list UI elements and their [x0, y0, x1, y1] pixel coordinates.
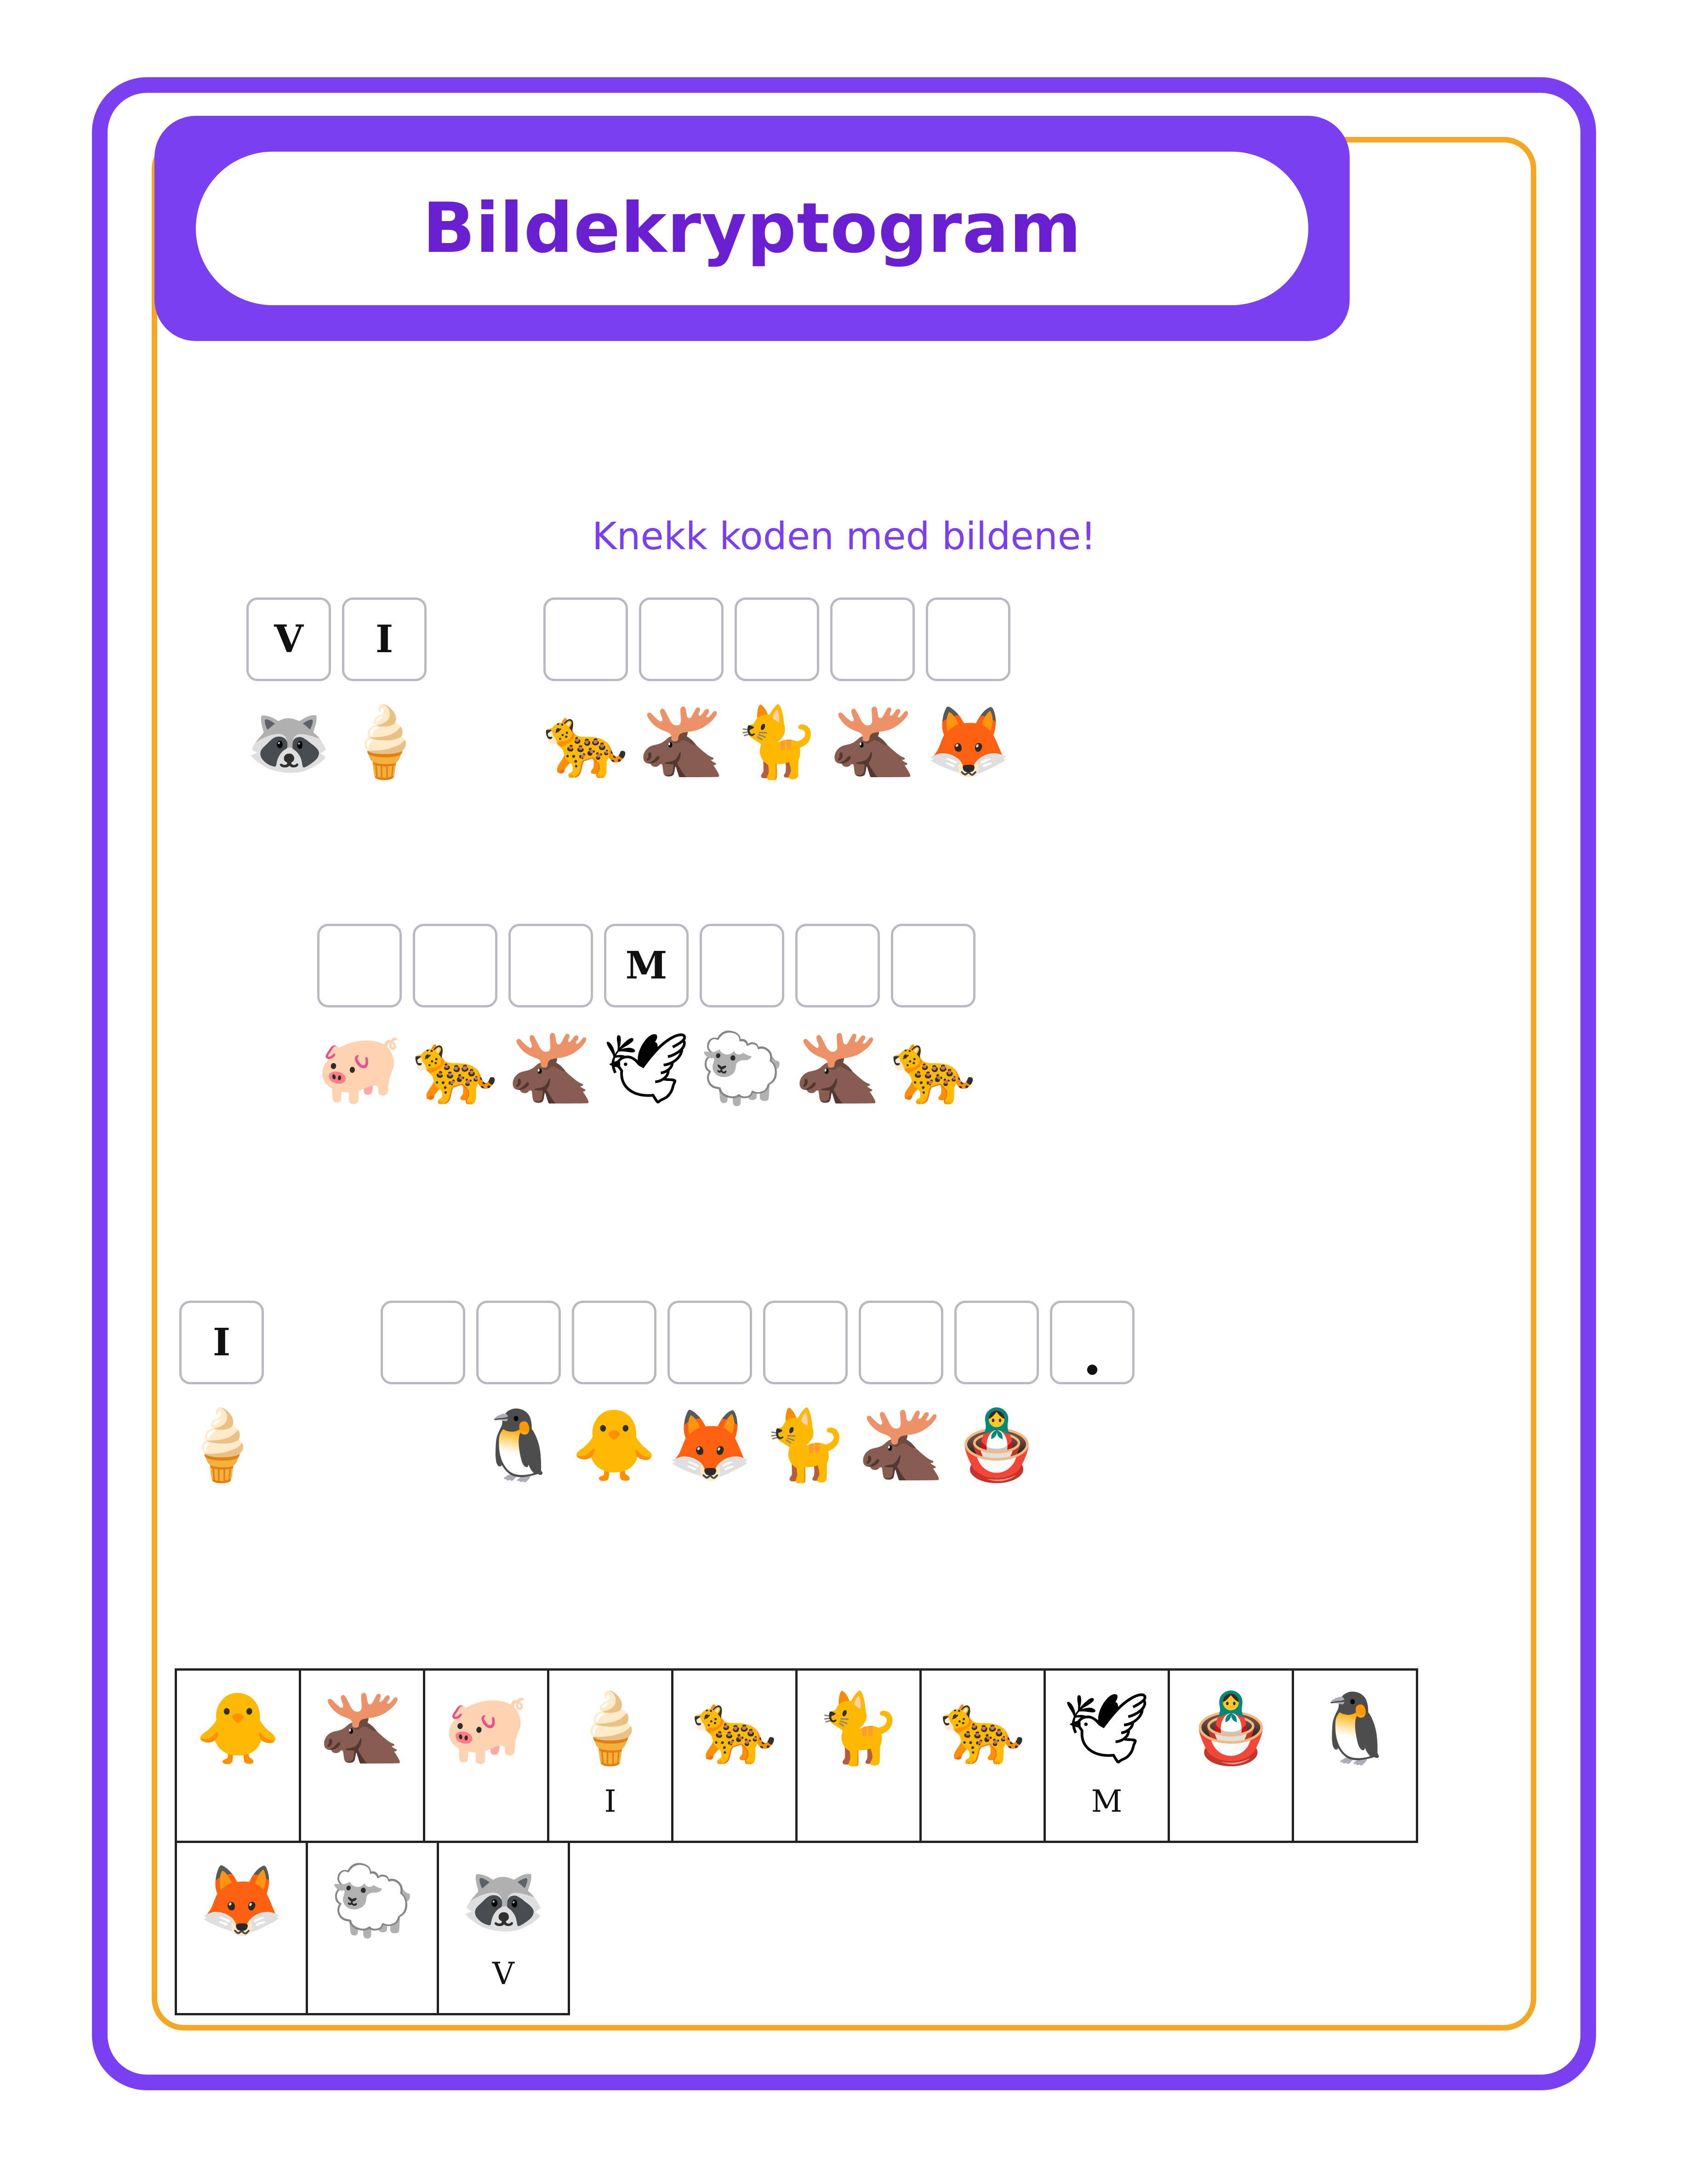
answer-box[interactable]	[543, 597, 628, 681]
moose-icon: 🫎	[319, 1689, 405, 1769]
raccoon-icon: 🦝	[245, 702, 332, 782]
seagull-icon: 🕊	[602, 1029, 690, 1109]
ice-cream-icon: 🍦	[341, 702, 428, 782]
puzzle-group-3b	[381, 1301, 1146, 1498]
legend-item[interactable]	[671, 1668, 798, 1843]
puzzle-cell	[795, 924, 880, 1121]
answer-box[interactable]: I	[342, 597, 427, 681]
page-title: Bildekryptogram	[422, 188, 1082, 268]
puzzle-cell	[891, 924, 975, 1121]
puzzle-cell	[1050, 1301, 1135, 1498]
puzzle-cell	[413, 924, 497, 1121]
puzzle-group-1b	[543, 597, 1021, 795]
puzzle-cell	[763, 1301, 848, 1498]
legend-item[interactable]	[795, 1668, 922, 1843]
legend-item[interactable]	[175, 1841, 308, 2015]
answer-box[interactable]	[381, 1301, 465, 1384]
penguin-icon: 🐧	[1312, 1689, 1398, 1769]
answer-box[interactable]	[667, 1301, 752, 1384]
pig-icon: 🐖	[443, 1689, 529, 1769]
legend-item[interactable]	[423, 1668, 549, 1843]
answer-box[interactable]	[317, 924, 402, 1007]
legend-key	[175, 1668, 1416, 2013]
puzzle-row-2	[317, 924, 987, 1121]
answer-box[interactable]	[639, 597, 724, 681]
legend-item[interactable]	[1292, 1668, 1418, 1843]
answer-box[interactable]	[926, 597, 1010, 681]
answer-box[interactable]	[859, 1301, 943, 1384]
answer-box[interactable]	[891, 924, 975, 1007]
title-banner-inner	[196, 152, 1308, 305]
ice-cream-icon: 🍦	[178, 1405, 265, 1485]
leopard-cub-icon: 🐆	[940, 1689, 1026, 1769]
answer-box[interactable]: M	[604, 924, 689, 1007]
moose-icon: 🫎	[829, 702, 916, 782]
answer-box[interactable]: V	[246, 597, 331, 681]
answer-box[interactable]	[763, 1301, 848, 1384]
fox-icon: 🦊	[925, 702, 1011, 782]
answer-box[interactable]	[508, 924, 593, 1007]
legend-item[interactable]	[1044, 1668, 1170, 1843]
seagull-icon: 🕊	[1063, 1689, 1151, 1769]
puzzle-cell	[543, 597, 628, 795]
sheep-icon: 🐑	[329, 1861, 416, 1941]
leopard-icon: 🐆	[691, 1689, 777, 1769]
legend-item[interactable]	[547, 1668, 673, 1843]
puzzle-cell	[830, 597, 915, 795]
puzzle-cell	[572, 1301, 656, 1498]
leopard-icon: 🐆	[542, 702, 629, 782]
answer-box[interactable]	[735, 597, 819, 681]
ice-cream-icon: 🍦	[567, 1689, 653, 1769]
nutcracker-icon: 🪆	[953, 1405, 1040, 1485]
leopard-icon: 🐆	[890, 1029, 976, 1109]
sheep-icon: 🐑	[699, 1029, 785, 1109]
answer-box[interactable]	[700, 924, 784, 1007]
puzzle-group-3a	[179, 1301, 275, 1498]
legend-row	[175, 1668, 1416, 1841]
legend-item[interactable]	[175, 1668, 301, 1843]
puzzle-cell	[476, 1301, 561, 1498]
title-banner	[154, 116, 1350, 341]
nutcracker-icon: 🪆	[1188, 1689, 1274, 1769]
answer-box[interactable]: I	[179, 1301, 264, 1384]
answer-box[interactable]	[954, 1301, 1039, 1384]
legend-letter: I	[604, 1784, 616, 1819]
answer-box[interactable]	[476, 1301, 561, 1384]
puzzle-cell	[667, 1301, 752, 1498]
puzzle-group-2a	[317, 924, 987, 1121]
moose-icon: 🫎	[508, 1029, 594, 1109]
cat-icon: 🐈	[734, 702, 820, 782]
answer-box[interactable]	[795, 924, 880, 1007]
legend-item[interactable]	[1168, 1668, 1294, 1843]
legend-item[interactable]	[299, 1668, 425, 1843]
legend-item[interactable]	[919, 1668, 1046, 1843]
page-subtitle: Knekk koden med bildene!	[592, 515, 1096, 558]
puzzle-cell	[508, 924, 593, 1121]
legend-item[interactable]	[306, 1841, 439, 2015]
puzzle-cell	[926, 597, 1010, 795]
answer-box[interactable]	[572, 1301, 656, 1384]
answer-box[interactable]	[413, 924, 497, 1007]
puzzle-row-1	[246, 597, 1021, 795]
answer-box[interactable]	[830, 597, 915, 681]
puzzle-cell	[317, 924, 402, 1121]
legend-letter: M	[1091, 1784, 1123, 1819]
moose-icon: 🫎	[638, 702, 724, 782]
puzzle-group-1a	[246, 597, 438, 795]
cat-icon: 🐈	[762, 1405, 849, 1485]
leopard-icon: 🐆	[412, 1029, 498, 1109]
raccoon-icon: 🦝	[460, 1861, 547, 1941]
legend-item[interactable]	[437, 1841, 570, 2015]
puzzle-cell	[639, 597, 724, 795]
moose-icon: 🫎	[794, 1029, 881, 1109]
fox-icon: 🦊	[667, 1405, 753, 1485]
moose-icon: 🫎	[858, 1405, 944, 1485]
period-box[interactable]: .	[1050, 1301, 1135, 1384]
puzzle-cell	[342, 597, 427, 795]
fox-icon: 🦊	[198, 1861, 285, 1941]
penguin-icon: 🐧	[475, 1405, 562, 1485]
puzzle-cell	[604, 924, 689, 1121]
puzzle-cell	[859, 1301, 943, 1498]
pig-icon: 🐖	[316, 1029, 403, 1109]
puzzle-cell	[381, 1301, 465, 1498]
legend-letter: V	[492, 1956, 514, 1991]
puzzle-cell	[954, 1301, 1039, 1498]
legend-row	[175, 1841, 1416, 2013]
puzzle-cell	[179, 1301, 264, 1498]
puzzle-cell	[246, 597, 331, 795]
duckling-icon: 🐥	[571, 1405, 657, 1485]
duckling-icon: 🐥	[195, 1689, 281, 1769]
puzzle-cell	[700, 924, 784, 1121]
puzzle-cell	[735, 597, 819, 795]
cat-icon: 🐈	[815, 1689, 901, 1769]
puzzle-row-3	[179, 1301, 1146, 1498]
